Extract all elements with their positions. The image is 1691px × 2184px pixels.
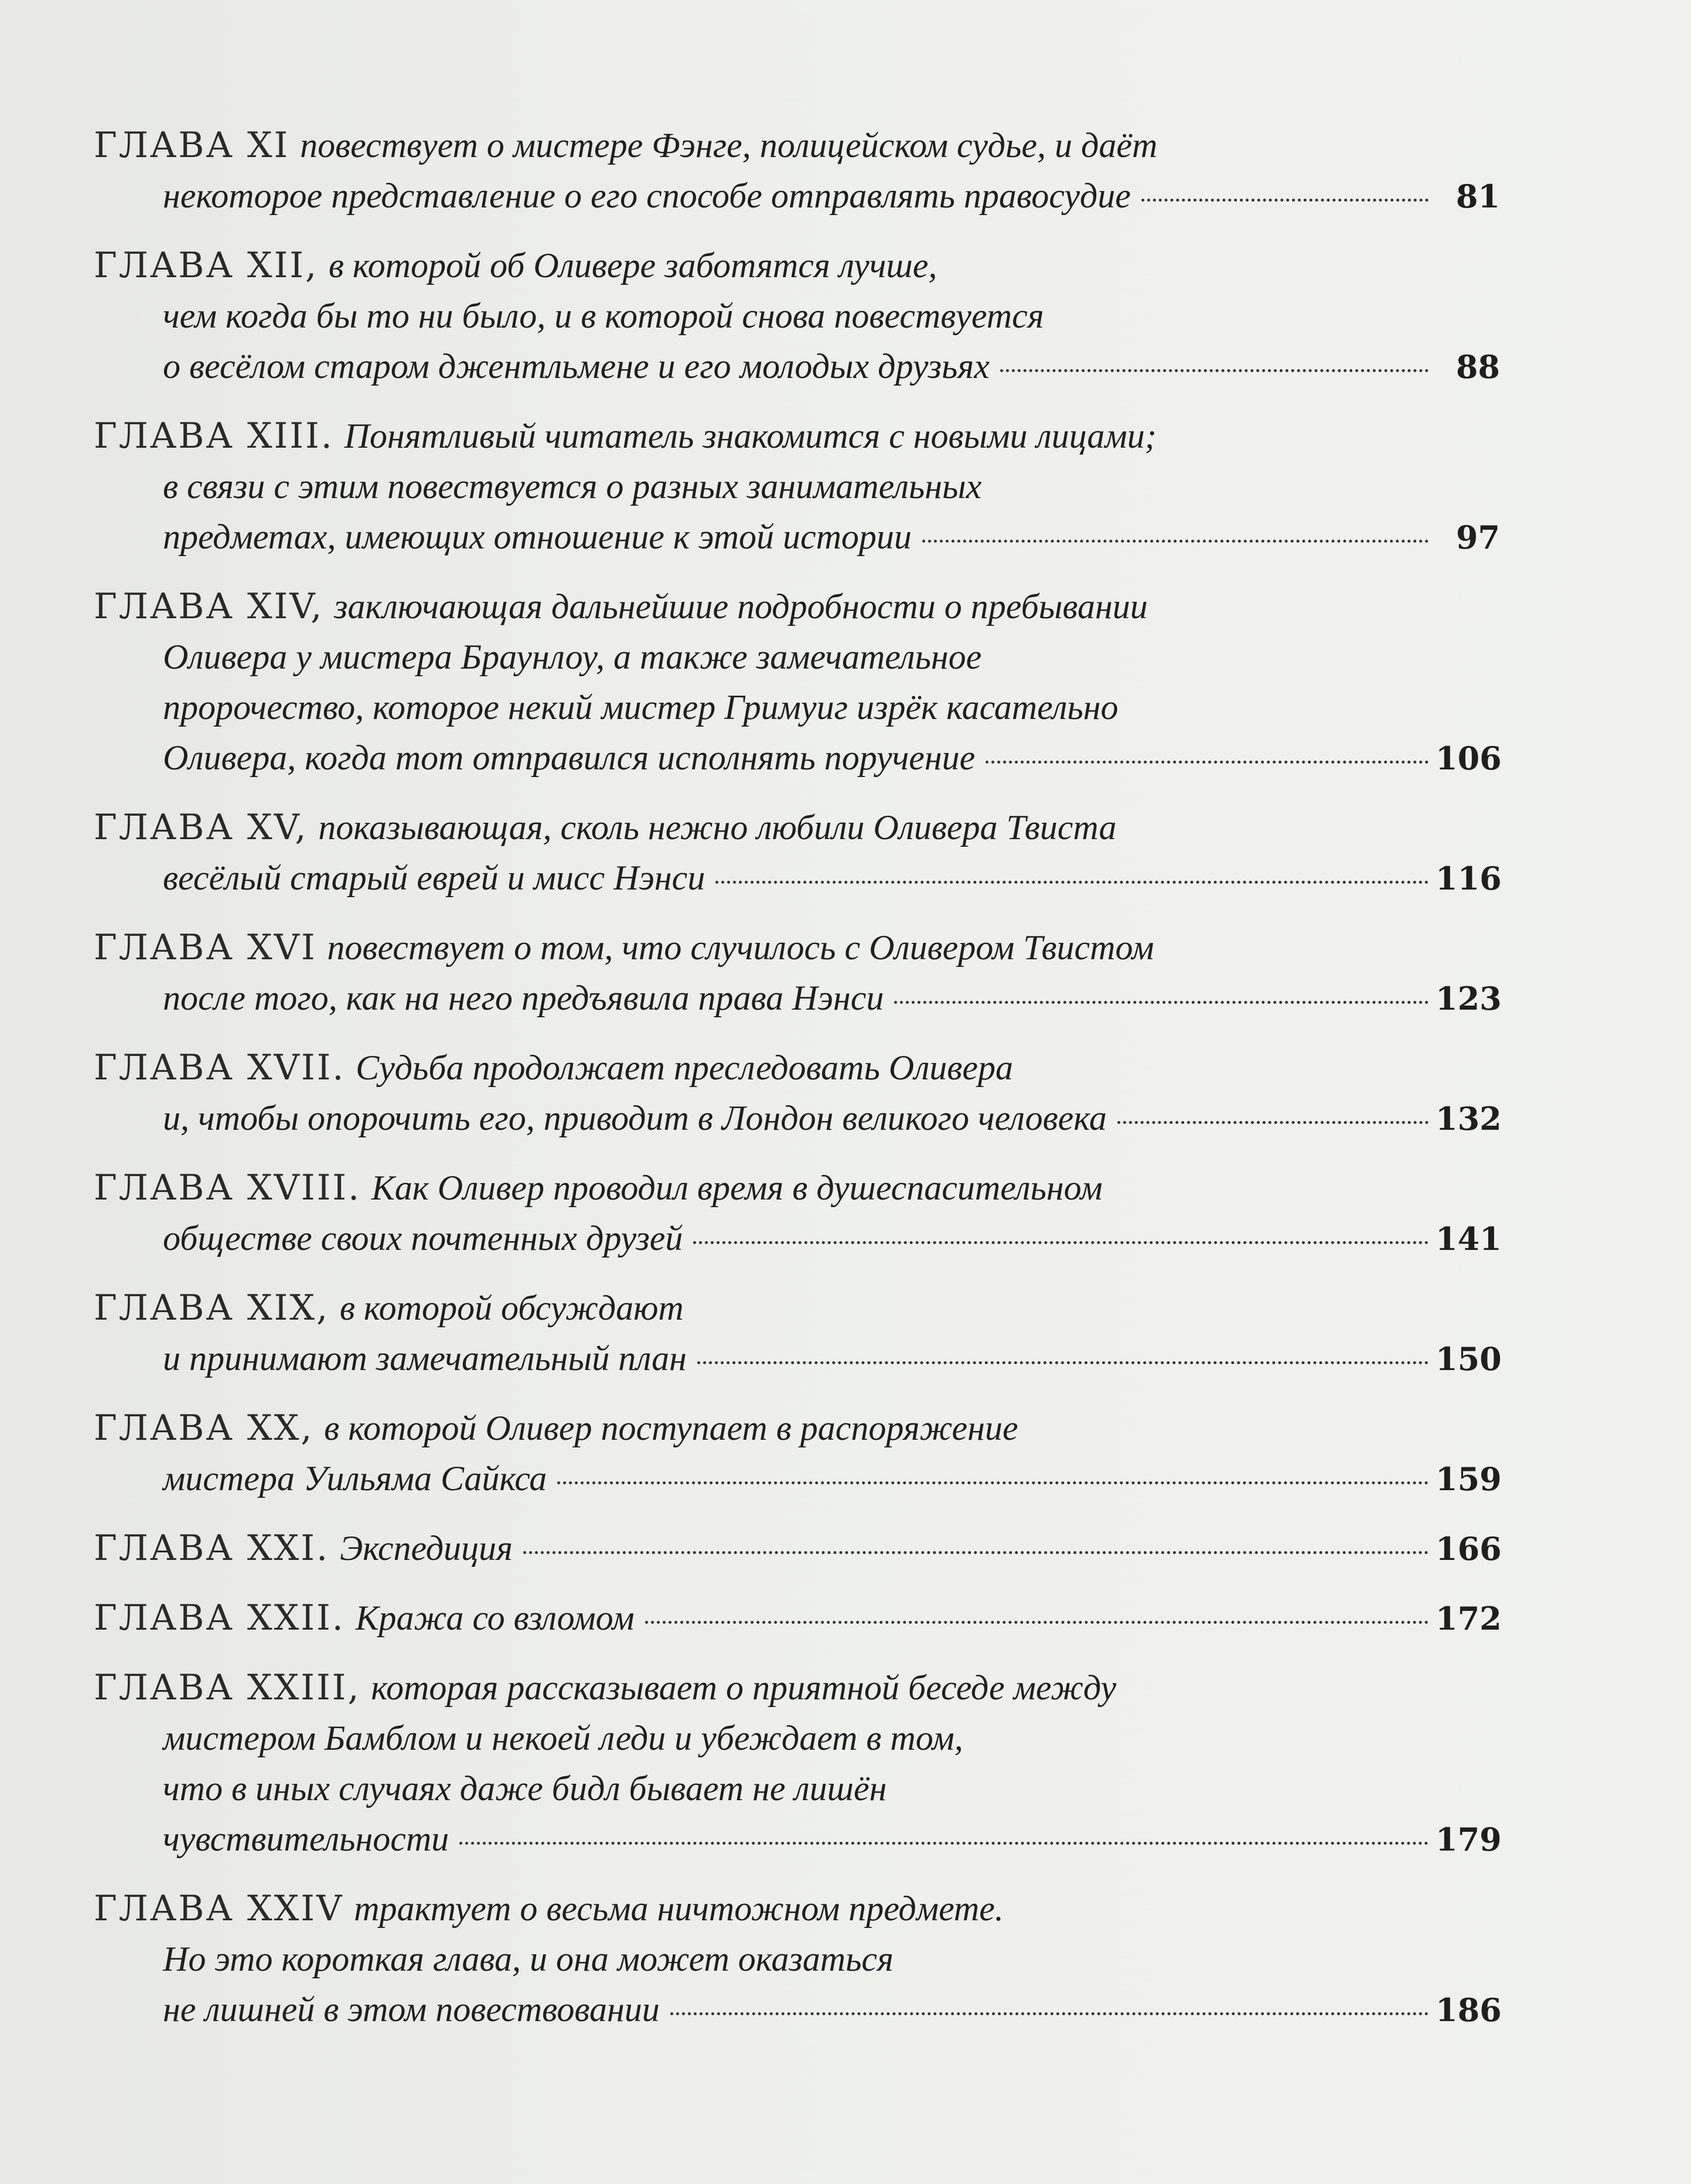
toc-entry-line	[94, 853, 1500, 903]
dot-leader	[1000, 369, 1429, 372]
toc-entry-line	[94, 411, 1500, 461]
chapter-description: весёлый старый еврей и мисс Нэнси	[163, 858, 705, 897]
dot-leader	[693, 1241, 1429, 1244]
page-number: 186	[1436, 1991, 1502, 2029]
chapter-label: ГЛАВА XXIII,	[94, 1667, 361, 1708]
toc-line-content	[163, 1814, 449, 1865]
page-number: 81	[1455, 178, 1500, 215]
chapter-label: ГЛАВА XIX,	[94, 1287, 330, 1328]
toc-entry-line	[94, 240, 1500, 291]
page-number: 141	[1436, 1220, 1502, 1258]
chapter-label: ГЛАВА XII,	[94, 245, 319, 286]
toc-entry	[94, 1523, 1500, 1573]
toc-entry-line	[94, 291, 1500, 341]
toc-entry-line	[94, 1283, 1500, 1333]
toc-line-content	[163, 853, 705, 904]
chapter-description: повествует о том, что случилось с Оливером Твистом	[327, 928, 1154, 967]
toc-line-content	[163, 341, 990, 393]
chapter-label: ГЛАВА XXI.	[94, 1528, 330, 1569]
page-number: 106	[1436, 740, 1502, 777]
chapter-description: не лишней в этом повествовании	[163, 1990, 660, 2029]
toc-entry-line	[94, 1934, 1500, 1984]
toc-line-content	[163, 1941, 894, 1979]
chapter-description: Кража со взломом	[355, 1599, 635, 1637]
toc-entry-line	[94, 1042, 1500, 1093]
chapter-description: о весёлом старом джентльмене и его молодых друзьях	[163, 347, 990, 386]
dot-leader	[1141, 199, 1429, 202]
toc-entry-line	[94, 512, 1500, 562]
chapter-description: Судьба продолжает преследовать Оливера	[356, 1048, 1013, 1087]
toc-entry-line	[94, 1662, 1500, 1713]
toc-entry-line	[94, 171, 1500, 221]
page-number: 97	[1455, 519, 1500, 556]
dot-leader	[557, 1481, 1429, 1484]
dot-leader	[645, 1621, 1429, 1624]
toc-entry-line	[94, 1163, 1500, 1213]
toc-entry	[94, 1163, 1500, 1263]
toc-line-content	[163, 639, 981, 677]
chapter-description: Оливера, когда тот отправился исполнять поручение	[163, 738, 976, 777]
dot-leader	[894, 1001, 1429, 1004]
chapter-description: трактует о весьма ничтожном предмете.	[354, 1889, 1004, 1928]
page-number: 132	[1436, 1100, 1502, 1137]
dot-leader	[986, 761, 1429, 764]
chapter-description: повествует о мистере Фэнге, полицейском судье, и даёт	[300, 126, 1158, 165]
chapter-description: и, чтобы опорочить его, приводит в Лондон великого человека	[163, 1099, 1107, 1137]
toc-entry-line	[94, 632, 1500, 682]
toc-line-content	[94, 1523, 513, 1575]
page-number: 159	[1436, 1460, 1502, 1498]
toc-line-content	[94, 415, 1157, 456]
toc-entry-line	[94, 922, 1500, 973]
toc-entry-line	[94, 1763, 1500, 1814]
toc-entry-line	[94, 732, 1500, 783]
toc-line-content	[94, 809, 1117, 847]
page-number: 166	[1436, 1530, 1502, 1568]
chapter-description: предметах, имеющих отношение к этой истории	[163, 517, 912, 556]
toc-line-content	[163, 512, 912, 563]
chapter-label: ГЛАВА XX,	[94, 1408, 314, 1449]
toc-line-content	[94, 929, 1154, 967]
toc-line-content	[163, 171, 1131, 222]
toc-entry-line	[94, 1403, 1500, 1453]
toc-line-content	[163, 468, 981, 506]
dot-leader	[922, 540, 1429, 543]
toc-entry-line	[94, 1333, 1500, 1384]
chapter-description: Оливера у мистера Браунлоу, а также замечательное	[163, 638, 982, 676]
chapter-description: в которой Оливер поступает в распоряжение	[324, 1409, 1018, 1447]
toc-entry-line	[94, 1713, 1500, 1763]
toc-line-content	[163, 1333, 687, 1385]
chapter-description: в связи с этим повествуется о разных занимательных	[163, 467, 982, 506]
chapter-description: и принимают замечательный план	[163, 1339, 687, 1378]
toc-entry-line	[94, 1213, 1500, 1263]
toc-entry	[94, 1283, 1500, 1384]
page-number: 150	[1436, 1340, 1502, 1378]
toc-line-content	[94, 1593, 635, 1644]
toc-entry-line	[94, 802, 1500, 853]
page-number: 172	[1436, 1600, 1502, 1637]
toc-line-content	[94, 1890, 1004, 1929]
toc-entry-line	[94, 1814, 1500, 1864]
toc-entry	[94, 802, 1500, 903]
page-number: 116	[1436, 860, 1502, 897]
toc-line-content	[163, 298, 1044, 336]
toc-line-content	[94, 1047, 1013, 1088]
toc-line-content	[94, 247, 937, 285]
toc-line-content	[94, 588, 1148, 626]
chapter-description: чувствительности	[163, 1820, 449, 1858]
chapter-description: Как Оливер проводил время в душеспасительном	[371, 1168, 1103, 1207]
toc-entry-line	[94, 581, 1500, 632]
chapter-description: после того, как на него предъявила права Нэнси	[163, 979, 884, 1017]
toc-line-content	[163, 689, 1118, 727]
toc-entry	[94, 922, 1500, 1023]
chapter-description: заключающая дальнейшие подробности о пребывании	[333, 587, 1148, 626]
toc-line-content	[163, 1453, 547, 1505]
chapter-label: ГЛАВА XI	[94, 125, 290, 166]
toc-entry-line	[94, 1984, 1500, 2035]
toc-entry	[94, 1042, 1500, 1143]
chapter-label: ГЛАВА XVIII.	[94, 1167, 362, 1208]
toc-line-content	[94, 1410, 1018, 1448]
dot-leader	[670, 2012, 1429, 2015]
chapter-label: ГЛАВА XIII.	[94, 415, 334, 456]
toc-entry-line	[94, 682, 1500, 732]
chapter-description: чем когда бы то ни было, и в которой снова повествуется	[163, 297, 1044, 335]
toc-entry-line	[94, 120, 1500, 171]
chapter-description: Но это короткая глава, и она может оказаться	[163, 1940, 894, 1978]
chapter-description: мистером Бамблом и некоей леди и убеждает в том,	[163, 1719, 963, 1757]
chapter-label: ГЛАВА XV,	[94, 807, 308, 848]
toc-entry	[94, 1403, 1500, 1504]
dot-leader	[459, 1842, 1429, 1845]
chapter-description: пророчество, которое некий мистер Гримуиг изрёк касательно	[163, 688, 1119, 727]
toc-line-content	[94, 127, 1157, 165]
chapter-label: ГЛАВА XXIV	[94, 1888, 344, 1929]
chapter-description: мистера Уильяма Сайкса	[163, 1459, 547, 1498]
toc-entry-line	[94, 973, 1500, 1023]
chapter-label: ГЛАВА XIV,	[94, 586, 324, 627]
chapter-description: некоторое представление о его способе отправлять правосудие	[163, 176, 1131, 215]
toc-line-content	[94, 1167, 1103, 1208]
chapter-description: в которой обсуждают	[339, 1289, 684, 1327]
dot-leader	[523, 1551, 1429, 1554]
toc-entry	[94, 240, 1500, 391]
toc-line-content	[163, 973, 884, 1024]
chapter-label: ГЛАВА XVII.	[94, 1047, 346, 1088]
chapter-description: которая рассказывает о приятной беседе между	[371, 1668, 1117, 1707]
toc-entry-line	[94, 461, 1500, 512]
toc-entry	[94, 1662, 1500, 1864]
table-of-contents	[94, 120, 1500, 2054]
toc-entry	[94, 120, 1500, 221]
chapter-description: Экспедиция	[339, 1529, 513, 1568]
toc-entry-line	[94, 1523, 1500, 1573]
toc-line-content	[163, 1213, 683, 1265]
toc-entry-line	[94, 341, 1500, 391]
chapter-description: показывающая, сколь нежно любили Оливера Твиста	[318, 808, 1117, 847]
chapter-description: в которой об Оливере заботятся лучше,	[328, 246, 937, 285]
chapter-label: ГЛАВА XXII.	[94, 1597, 345, 1638]
toc-entry	[94, 581, 1500, 783]
toc-entry	[94, 1883, 1500, 2035]
toc-entry-line	[94, 1883, 1500, 1934]
toc-line-content	[163, 1770, 887, 1808]
toc-line-content	[163, 1720, 963, 1758]
dot-leader	[697, 1361, 1429, 1364]
toc-entry-line	[94, 1093, 1500, 1143]
dot-leader	[715, 881, 1429, 884]
toc-line-content	[94, 1669, 1116, 1708]
toc-line-content	[163, 1984, 660, 2036]
toc-entry	[94, 411, 1500, 562]
chapter-description: обществе своих почтенных друзей	[163, 1219, 683, 1258]
dot-leader	[1117, 1121, 1429, 1124]
toc-line-content	[163, 1093, 1107, 1144]
toc-line-content	[94, 1287, 684, 1328]
page-number: 123	[1436, 980, 1502, 1017]
toc-line-content	[163, 732, 975, 784]
page-number: 88	[1455, 348, 1500, 386]
chapter-description: что в иных случаях даже бидл бывает не лишён	[163, 1769, 887, 1808]
toc-entry-line	[94, 1453, 1500, 1504]
toc-entry-line	[94, 1593, 1500, 1643]
chapter-label: ГЛАВА XVI	[94, 927, 317, 968]
toc-entry	[94, 1593, 1500, 1643]
page-number: 179	[1436, 1821, 1502, 1858]
chapter-description: Понятливый читатель знакомится с новыми лицами;	[344, 417, 1157, 455]
